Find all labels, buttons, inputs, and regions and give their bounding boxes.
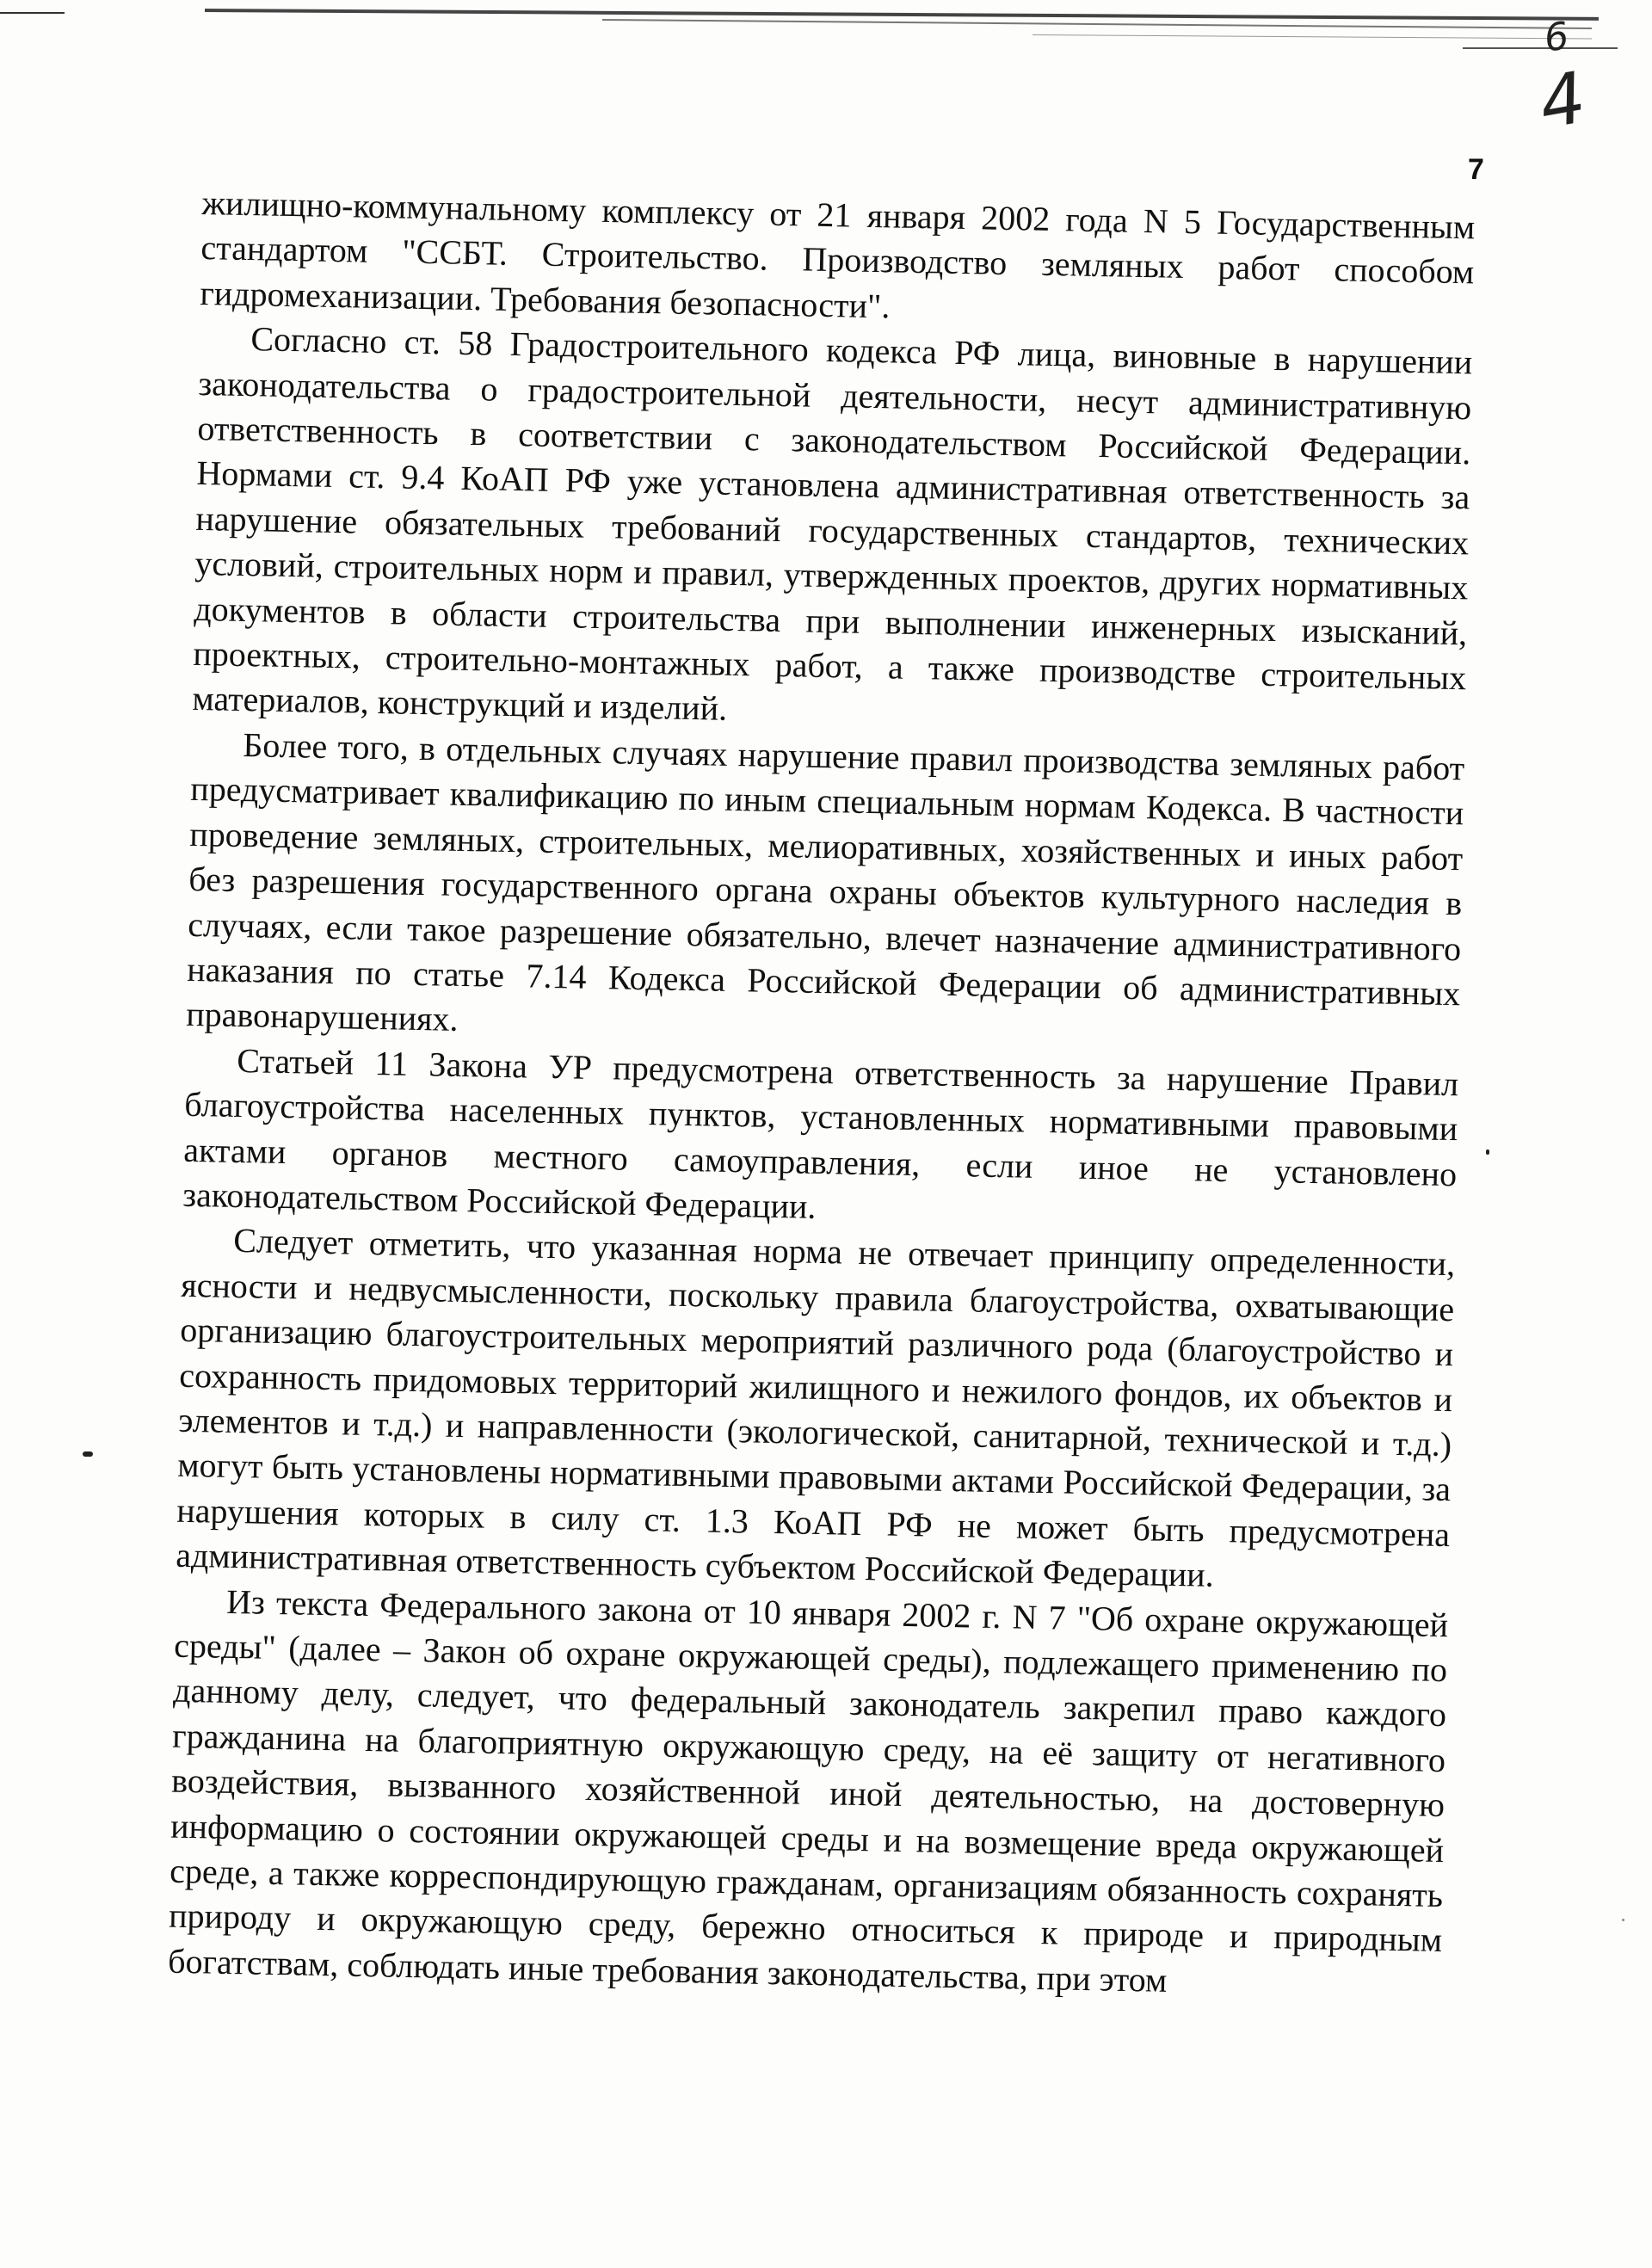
scan-speck: [83, 1451, 93, 1457]
document-body: [168, 181, 1476, 2008]
scan-artifact-line: [205, 9, 1599, 21]
scan-artifact-line: [1032, 34, 1592, 40]
handwritten-page-mark: 4: [1533, 57, 1593, 145]
paragraph: Статьей 11 Закона УР предусмотрена ответственность за нарушение Правил благоустройства населенных пунктов, установленных нормативными правовыми актами органов местного самоуправления, если иное не установлено законодательством Российской Федерации.: [182, 1040, 1459, 1226]
page-number: 7: [1468, 153, 1484, 186]
paragraph: жилищно-коммунальному комплексу от 21 января 2002 года N 5 Государственным стандартом "ССБТ. Строительство. Производство земляных работ способом гидромеханизации. Требования безопасности".: [200, 182, 1476, 326]
paragraph: Согласно ст. 58 Градостроительного кодекса РФ лица, виновные в нарушении законодательства о градостроительной деятельности, несут административную ответственность в соответствии с законодательством Российской Федерации. Нормами ст. 9.4 КоАП РФ уже установлена административная ответственность за нарушение обязательных требований государственных стандартов, технических условий, строительных норм и правил, утвержденных проектов, других нормативных документов в области строительства при выполнении инженерных изысканий, проектных, строительно-монтажных работ, а также производстве строительных материалов, конструкций и изделий.: [192, 319, 1473, 729]
scan-artifact-line: [602, 19, 1592, 29]
paragraph: Из текста Федерального закона от 10 января 2002 г. N 7 "Об охране окружающей среды" (далее – Закон об охране окружающей среды), подлежащего применению по данному делу, следует, что федеральный законодатель закрепил право каждого гражданина на благоприятную окружающую среду, на её защиту от негативного воздействия, вызванного хозяйственной иной деятельностью, на достоверную информацию о состоянии окружающей среды и на возмещение вреда окружающей среде, а также корреспондирующую гражданам, организациям обязанность сохранять природу и окружающую среду, бережно относиться к природе и природным богатствам, соблюдать иные требования законодательства, при этом: [167, 1581, 1449, 2000]
scan-speck: [1486, 1149, 1489, 1155]
scan-speck: [1622, 1919, 1624, 1921]
paragraph: Следует отметить, что указанная норма не отвечает принципу определенности, ясности и недвусмысленности, поскольку правила благоустройства, охватывающие организацию благоустроительных мероприятий различного рода (благоустройство и сохранность придомовых территорий жилищного и нежилого фондов, их объектов и элементов и т.д.) и направленности (экологической, санитарной, технической и т.д.) могут быть установлены нормативными правовыми актами Российской Федерации, за нарушения которых в силу ст. 1.3 КоАП РФ не может быть предусмотрена административная ответственность субъектом Российской Федерации.: [175, 1221, 1456, 1595]
paragraph: Более того, в отдельных случаях нарушение правил производства земляных работ предусматривает квалификацию по иным специальным нормам Кодекса. В частности проведение земляных, строительных, мелиоративных, хозяйственных и иных работ без разрешения государственного органа охраны объектов культурного наследия в случаях, если такое разрешение обязательно, влечет назначение административного наказания по статье 7.14 Кодекса Российской Федерации об административных правонарушениях.: [185, 724, 1465, 1039]
handwritten-page-mark-top: 6: [1541, 14, 1572, 61]
scan-artifact-line: [0, 12, 65, 14]
scan-artifact-line: [1463, 47, 1618, 49]
